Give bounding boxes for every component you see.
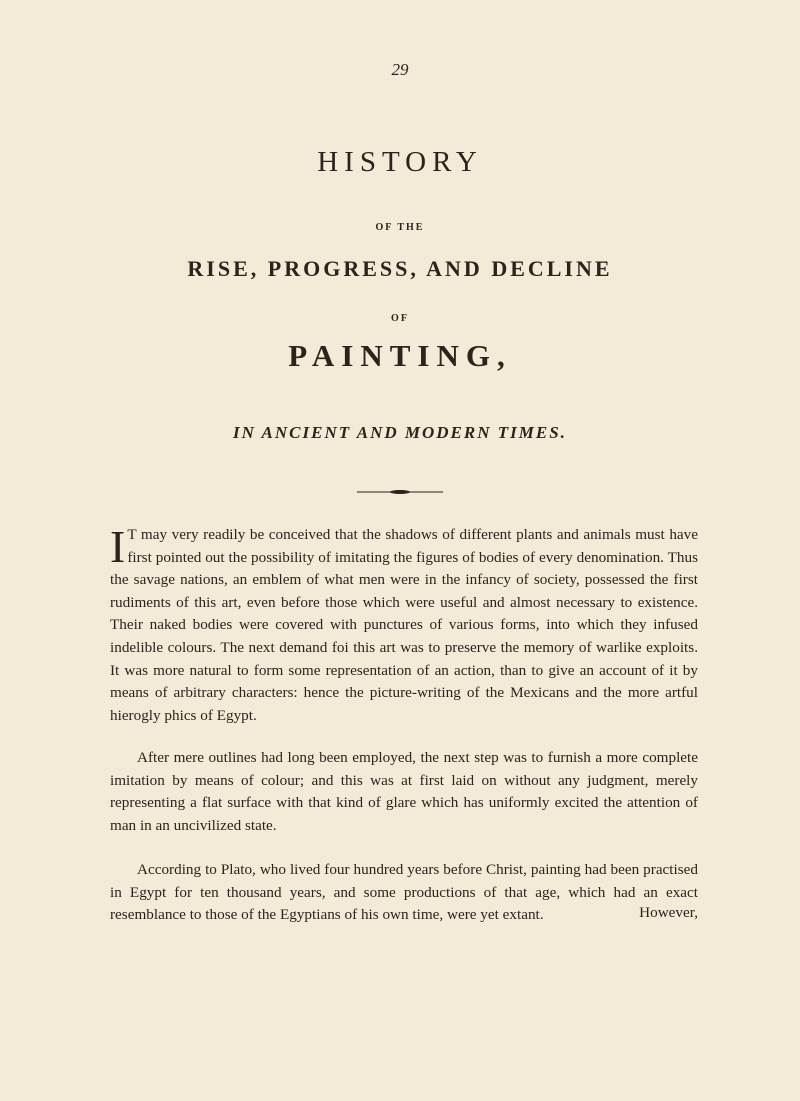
drop-cap: I (110, 521, 126, 572)
page-number: 29 (391, 60, 409, 79)
subject-heading: PAINTING, (288, 338, 512, 373)
ornament-rule-icon (355, 489, 445, 495)
paragraph-3: According to Plato, who lived four hundred years before Christ, painting had been practised in Egypt for ten thousand years, and some productions of that age, which had an exact resemblance to those of the Egyptians of his own time, were yet extant. (110, 861, 698, 924)
subtitle: RISE, PROGRESS, AND DECLINE (187, 256, 613, 281)
times-heading: IN ANCIENT AND MODERN TIMES. (233, 423, 567, 442)
connector-of-the: OF THE (375, 222, 425, 233)
page-title: HISTORY (317, 146, 483, 178)
connector-of: OF (391, 313, 409, 324)
catchword: However, (639, 904, 698, 921)
paragraph-1-text: T may very readily be conceived that the shadows of different plants and animals must have first pointed out the possibility of imitating the figures of bodies of every denomination. Thus the savage nations, an emblem of what men were in the infancy of society, possessed the first rudiments of this art, even before those which were useful and almost necessary to existence. Their naked bodies were covered with punctures of various forms, into which they infused indelible colours. The next demand foi this art was to preserve the memory of warlike exploits. It was more natural to form some representation of an action, than to give an account of it by means of arbitrary characters: hence the picture-writing of the Mexicans and the more artful hierogly phics of Egypt. (110, 526, 698, 724)
paragraph-2: After mere outlines had long been employed, the next step was to furnish a more complete imitation by means of colour; and this was at first laid on without any judgment, merely representing a flat surface with that kind of glare which has uniformly excited the attention of man in an uncivilized state. (110, 749, 698, 834)
paragraph-1 (110, 521, 698, 727)
